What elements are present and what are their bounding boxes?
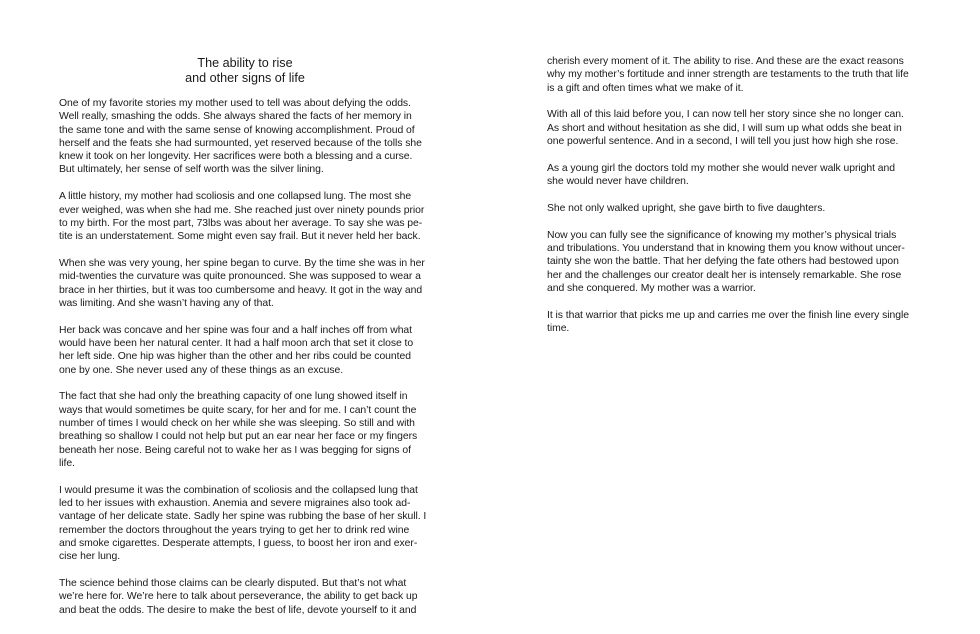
right-text-column — [547, 55, 917, 349]
text-line: her and the challenges our creator dealt her is intensely remarkable. She rose — [547, 269, 902, 281]
text-line: number of times I would check on her while she was sleeping. So still and with — [59, 417, 415, 429]
text-line: beneath her nose. Being careful not to wake her as I was begging for signs of — [59, 444, 411, 456]
text-line: she would never have children. — [547, 176, 689, 188]
paragraph — [547, 309, 917, 336]
text-line: The science behind those claims can be clearly disputed. But that’s not what — [59, 577, 407, 589]
paragraph — [547, 202, 917, 215]
paragraph — [547, 229, 917, 295]
paragraph — [547, 55, 917, 95]
text-line: time. — [547, 322, 570, 334]
text-line: One of my favorite stories my mother used to tell was about defying the odds. — [59, 98, 411, 109]
text-line: It is that warrior that picks me up and carries me over the finish line every single — [547, 309, 909, 321]
text-line: why my mother’s fortitude and inner strength are testaments to the truth that life — [547, 69, 909, 81]
text-line: As a young girl the doctors told my mother she would never walk upright and — [547, 162, 895, 174]
text-line: ever weighed, was when she had me. She reached just over ninety pounds prior — [59, 204, 425, 216]
text-line: her left side. One hip was higher than the other and her ribs could be counted — [59, 351, 411, 363]
paragraph — [59, 577, 431, 617]
text-line: brace in her thirties, but it was too cumbersome and heavy. It got in the way and — [59, 284, 423, 296]
paragraph — [547, 108, 917, 148]
paragraph — [59, 190, 431, 243]
text-line: I would presume it was the combination of scoliosis and the collapsed lung that — [59, 484, 418, 496]
text-line: ways that would sometimes be quite scary, for her and for me. I can’t count the — [59, 404, 417, 416]
paragraph — [547, 162, 917, 189]
text-line: cherish every moment of it. The ability to rise. And these are the exact reasons — [547, 56, 904, 67]
text-line: vantage of her delicate state. Sadly her spine was rubbing the base of her skull. I — [59, 511, 427, 523]
text-line: When she was very young, her spine began to curve. By the time she was in her — [59, 257, 425, 269]
text-line: remember the doctors throughout the years trying to get her to drink red wine — [59, 524, 410, 536]
text-line: She not only walked upright, she gave birth to five daughters. — [547, 202, 826, 214]
text-line: and beat the odds. The desire to make the best of life, devote yourself to it and — [59, 604, 417, 616]
right-page — [490, 0, 980, 634]
text-line: Her back was concave and her spine was four and a half inches off from what — [59, 324, 412, 336]
paragraph — [59, 390, 431, 470]
text-line: tainty she won the battle. That her defying the fate others had bestowed upon — [547, 256, 899, 268]
text-line: life. — [59, 457, 75, 469]
text-line: to my birth. For the most part, 73lbs was about her average. To say she was pe- — [59, 217, 423, 229]
paragraph — [59, 484, 431, 564]
page-title — [60, 56, 430, 86]
text-line: one powerful sentence. And in a second, I will tell you just how high she rose. — [547, 135, 899, 147]
text-line: Well really, smashing the odds. She always shared the facts of her memory in — [59, 111, 412, 123]
text-line: cise her lung. — [59, 551, 121, 563]
text-line: and she conquered. My mother was a warrior. — [547, 282, 756, 294]
text-line: mid-twenties the curvature was quite pronounced. She was supposed to wear a — [59, 271, 421, 283]
text-line: Now you can fully see the significance of knowing my mother’s physical trials — [547, 229, 897, 241]
text-line: the same tone and with the same sense of knowing accomplishment. Proud of — [59, 124, 415, 136]
text-line: knew it took on her longevity. Her sacrifices were both a blessing and a curse. — [59, 151, 413, 163]
title-line: The ability to rise — [197, 56, 293, 70]
text-line: one by one. She never used any of these things as an excuse. — [59, 364, 344, 376]
text-line: tite is an understatement. Some might even say frail. But it never held her back. — [59, 231, 421, 243]
text-line: A little history, my mother had scoliosis and one collapsed lung. The most she — [59, 191, 412, 203]
text-line: and tribulations. You understand that in knowing them you know without uncer- — [547, 242, 905, 254]
text-line: was limiting. And she wasn’t having any of that. — [59, 297, 274, 309]
left-text-column — [59, 97, 431, 630]
paragraph — [59, 97, 431, 177]
title-line: and other signs of life — [185, 71, 305, 85]
text-line: we’re here for. We’re here to talk about perseverance, the ability to get back up — [59, 591, 418, 603]
text-line: is a gift and often times what we make of it. — [547, 82, 744, 94]
text-line: The fact that she had only the breathing capacity of one lung showed itself in — [59, 391, 408, 403]
text-line: would have been her natural center. It had a half moon arch that set it close to — [59, 337, 414, 349]
text-line: With all of this laid before you, I can now tell her story since she no longer can. — [547, 109, 904, 121]
paragraph — [59, 257, 431, 310]
text-line: and smoke cigarettes. Desperate attempts, I guess, to boost her iron and exer- — [59, 537, 418, 549]
text-line: led to her issues with exhaustion. Anemia and severe migraines also took ad- — [59, 497, 411, 509]
text-line: But ultimately, her sense of self worth was the silver lining. — [59, 164, 324, 176]
text-line: breathing so shallow I could not help but put an ear near her face or my fingers — [59, 431, 418, 443]
text-line: herself and the feats she had surmounted, yet reserved because of the tolls she — [59, 137, 422, 149]
paragraph — [59, 324, 431, 377]
text-line: As short and without hesitation as she did, I will sum up what odds she beat in — [547, 122, 902, 134]
